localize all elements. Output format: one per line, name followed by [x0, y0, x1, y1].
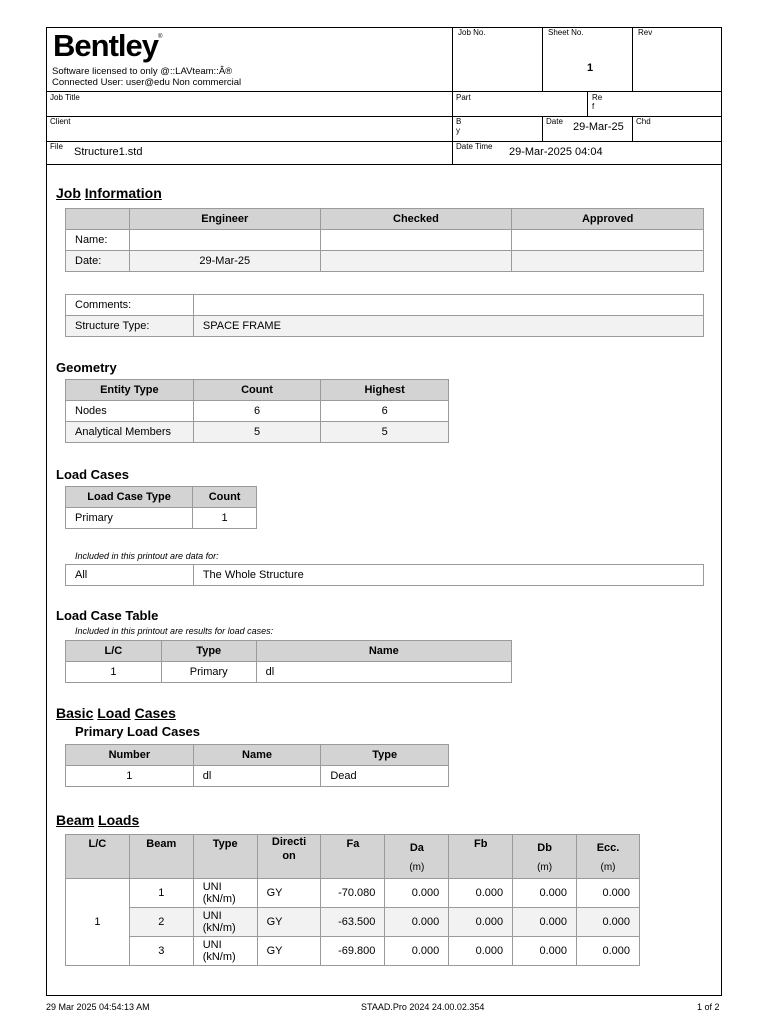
included-scope: All [66, 565, 194, 586]
approved-name [512, 230, 704, 251]
table-row [66, 230, 704, 251]
table-row [66, 251, 704, 272]
primary-load-cases-subtitle: Primary Load Cases [75, 724, 201, 739]
engineer-name [129, 230, 320, 251]
col-header: Fb [449, 835, 513, 879]
col-header: Checked [320, 209, 512, 230]
entity-type: Analytical Members [66, 422, 194, 443]
col-header: Count [193, 380, 321, 401]
col-header: L/C [66, 641, 162, 662]
da: 0.000 [385, 937, 449, 966]
geometry-table [65, 379, 449, 443]
included-data-note: Included in this printout are data for: [75, 551, 219, 561]
job-info-table [65, 208, 704, 272]
job-no-label: Job No. [458, 28, 486, 37]
row-label: Date: [66, 251, 130, 272]
date-label: Date [546, 117, 563, 126]
col-header: Db (m) [513, 835, 577, 879]
db: 0.000 [513, 908, 577, 937]
print-timestamp: 29 Mar 2025 04:54:13 AM [46, 1002, 150, 1012]
ecc: 0.000 [577, 879, 640, 908]
beam-loads-table [65, 834, 640, 966]
case-number: 1 [66, 766, 194, 787]
software-version: STAAD.Pro 2024 24.00.02.354 [361, 1002, 485, 1012]
db: 0.000 [513, 879, 577, 908]
table-row [66, 879, 640, 908]
direction: GY [257, 937, 321, 966]
table-row [66, 937, 640, 966]
load-case-table-note: Included in this printout are results for load cases: [75, 626, 274, 636]
case-name: dl [193, 766, 321, 787]
lc-number: 1 [66, 662, 162, 683]
file-value: Structure1.std [74, 146, 143, 158]
load-case-count: 1 [193, 508, 257, 529]
lc-value: 1 [66, 879, 130, 966]
ecc: 0.000 [577, 908, 640, 937]
checked-name [320, 230, 512, 251]
da: 0.000 [385, 908, 449, 937]
case-type: Dead [321, 766, 449, 787]
beam-loads-title: Beam Loads [56, 812, 140, 828]
license-info [52, 66, 241, 88]
col-header: Beam [129, 835, 193, 879]
fa: -69.800 [321, 937, 385, 966]
geometry-title: Geometry [56, 360, 117, 375]
table-row [66, 316, 704, 337]
rev-label: Rev [638, 28, 653, 37]
structure-type-label: Structure Type: [66, 316, 194, 337]
table-row [66, 508, 257, 529]
engineer-date: 29-Mar-25 [129, 251, 320, 272]
col-header: Entity Type [66, 380, 194, 401]
date-value: 29-Mar-25 [573, 121, 624, 133]
load-type: UNI (kN/m) [193, 937, 257, 966]
fa: -63.500 [321, 908, 385, 937]
approved-date [512, 251, 704, 272]
entity-type: Nodes [66, 401, 194, 422]
included-data-table [65, 564, 704, 586]
report-page [46, 27, 722, 996]
direction: GY [257, 879, 321, 908]
col-header: Type [193, 835, 257, 879]
by-label: B y [456, 117, 462, 135]
load-case-results-table [65, 640, 512, 683]
da: 0.000 [385, 879, 449, 908]
lc-name: dl [256, 662, 511, 683]
fb: 0.000 [449, 937, 513, 966]
table-row [66, 401, 449, 422]
load-cases-title: Load Cases [56, 467, 129, 482]
table-row [66, 295, 704, 316]
beam-number: 2 [129, 908, 193, 937]
db: 0.000 [513, 937, 577, 966]
sheet-no-label: Sheet No. [548, 28, 584, 37]
col-header: Highest [321, 380, 449, 401]
entity-count: 5 [193, 422, 321, 443]
comments-value [193, 295, 703, 316]
table-row [66, 662, 512, 683]
checked-date [320, 251, 512, 272]
chd-label: Chd [636, 117, 651, 126]
beam-number: 1 [129, 879, 193, 908]
sheet-no-value: 1 [587, 62, 594, 74]
col-header: Type [161, 641, 256, 662]
col-header: Load Case Type [66, 487, 193, 508]
col-header: Ecc. (m) [577, 835, 640, 879]
datetime-label: Date Time [456, 142, 493, 151]
col-header: Da (m) [385, 835, 449, 879]
file-label: File [50, 142, 63, 151]
part-label: Part [456, 93, 471, 102]
load-cases-table [65, 486, 257, 529]
col-header: Number [66, 745, 194, 766]
included-description: The Whole Structure [193, 565, 703, 586]
col-header: Engineer [129, 209, 320, 230]
datetime-value: 29-Mar-2025 04:04 [509, 146, 603, 158]
entity-highest: 5 [321, 422, 449, 443]
table-row [66, 422, 449, 443]
col-header: Fa [321, 835, 385, 879]
job-information-title: Job Information [56, 185, 162, 201]
col-header: Count [193, 487, 257, 508]
direction: GY [257, 908, 321, 937]
col-header: L/C [66, 835, 130, 879]
ecc: 0.000 [577, 937, 640, 966]
fb: 0.000 [449, 908, 513, 937]
structure-info-table [65, 294, 704, 337]
table-row [66, 908, 640, 937]
fa: -70.080 [321, 879, 385, 908]
license-line-1: Software licensed to only @::LAVteam::Â® [52, 66, 233, 77]
col-header: Name [256, 641, 511, 662]
ref-label: Re f [592, 93, 603, 111]
basic-load-cases-title: Basic Load Cases [56, 705, 176, 721]
load-type: UNI (kN/m) [193, 879, 257, 908]
load-case-table-title: Load Case Table [56, 608, 159, 623]
col-header: Type [321, 745, 449, 766]
client-label: Client [50, 117, 71, 126]
row-label: Name: [66, 230, 130, 251]
load-type: UNI (kN/m) [193, 908, 257, 937]
load-case-type: Primary [66, 508, 193, 529]
entity-highest: 6 [321, 401, 449, 422]
job-title-label: Job Title [50, 93, 80, 102]
beam-number: 3 [129, 937, 193, 966]
table-row [66, 766, 449, 787]
table-row [66, 565, 704, 586]
bentley-logo: Bentley® [53, 28, 162, 63]
page-number: 1 of 2 [697, 1002, 720, 1012]
comments-label: Comments: [66, 295, 194, 316]
col-header: Directi on [257, 835, 321, 879]
fb: 0.000 [449, 879, 513, 908]
entity-count: 6 [193, 401, 321, 422]
license-line-2: Connected User: user@edu Non commercial [52, 77, 242, 88]
structure-type-value: SPACE FRAME [193, 316, 703, 337]
primary-load-cases-table [65, 744, 449, 787]
lc-type: Primary [161, 662, 256, 683]
col-header [66, 209, 130, 230]
col-header: Approved [512, 209, 704, 230]
col-header: Name [193, 745, 321, 766]
